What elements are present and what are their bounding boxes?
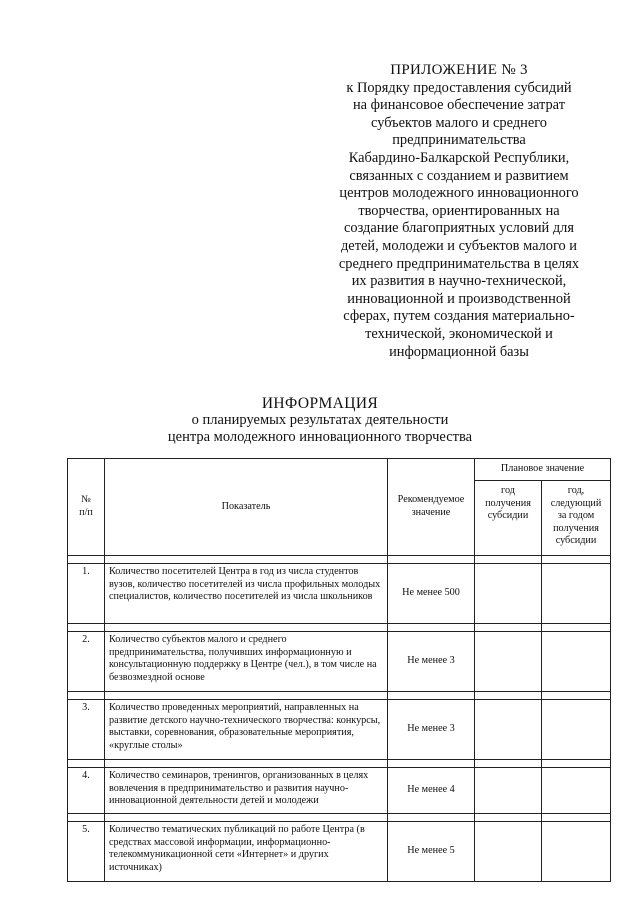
row-number: 1. bbox=[68, 564, 105, 624]
row-recommended: Не менее 5 bbox=[388, 822, 475, 882]
appendix-line: связанных с созданием и развитием bbox=[349, 167, 569, 184]
appendix-line: технической, экономической и bbox=[365, 325, 553, 342]
info-subtitle-line: центра молодежного инновационного творчества bbox=[167, 429, 473, 446]
header-planned: Плановое значение bbox=[475, 459, 611, 481]
appendix-line: создание благоприятных условий для bbox=[344, 220, 574, 237]
header-indicator: Показатель bbox=[105, 459, 388, 556]
appendix-title: ПРИЛОЖЕНИЕ № 3 bbox=[390, 62, 528, 78]
row-number: 5. bbox=[68, 822, 105, 882]
appendix-line: Кабардино-Балкарской Республики, bbox=[348, 149, 570, 166]
appendix-line: инновационной и производственной bbox=[347, 290, 571, 307]
appendix-line: информационной базы bbox=[389, 343, 529, 360]
appendix-line: среднего предпринимательства в целях bbox=[338, 255, 580, 272]
row-year-received bbox=[475, 822, 542, 882]
row-indicator: Количество тематических публикаций по работе Центра (в средствах массовой информации, информационно-телекоммуникационной сети «Интернет» и других источниках) bbox=[105, 822, 388, 882]
results-table bbox=[67, 458, 611, 882]
appendix-line: центров молодежного инновационного bbox=[339, 185, 579, 202]
appendix-block bbox=[318, 62, 600, 361]
appendix-line: субъектов малого и среднего bbox=[371, 114, 547, 131]
appendix-line: творчества, ориентированных на bbox=[358, 202, 560, 219]
row-indicator: Количество субъектов малого и среднего предпринимательства, получивших информационную и консультационную поддержку в Центре (чел.), в том числе на безвозмездной основе bbox=[105, 632, 388, 692]
row-year-received bbox=[475, 564, 542, 624]
row-number: 3. bbox=[68, 700, 105, 760]
header-year-received: год получения субсидии bbox=[475, 481, 542, 556]
row-recommended: Не менее 4 bbox=[388, 768, 475, 814]
row-year-next bbox=[542, 632, 611, 692]
row-year-received bbox=[475, 768, 542, 814]
row-year-next bbox=[542, 822, 611, 882]
header-year-next: год, следующий за годом получения субсидии bbox=[542, 481, 611, 556]
row-recommended: Не менее 3 bbox=[388, 632, 475, 692]
info-block bbox=[130, 395, 510, 447]
row-recommended: Не менее 500 bbox=[388, 564, 475, 624]
appendix-line: их развития в научно-технической, bbox=[351, 273, 567, 290]
row-year-next bbox=[542, 768, 611, 814]
header-recommended: Рекомендуемое значение bbox=[388, 459, 475, 556]
row-year-next bbox=[542, 564, 611, 624]
row-indicator: Количество семинаров, тренингов, организованных в целях вовлечения в предпринимательство и развития научно-инновационной деятельности детей и молодежи bbox=[105, 768, 388, 814]
table-row bbox=[68, 632, 611, 692]
header-num: № п/п bbox=[68, 459, 105, 556]
table-row bbox=[68, 768, 611, 814]
row-recommended: Не менее 3 bbox=[388, 700, 475, 760]
table-row bbox=[68, 700, 611, 760]
appendix-line: на финансовое обеспечение затрат bbox=[352, 97, 565, 114]
row-year-received bbox=[475, 700, 542, 760]
table-row bbox=[68, 564, 611, 624]
row-number: 4. bbox=[68, 768, 105, 814]
appendix-line: детей, молодежи и субъектов малого и bbox=[340, 237, 578, 254]
appendix-line: сферах, путем создания материально- bbox=[343, 308, 575, 325]
row-year-next bbox=[542, 700, 611, 760]
appendix-line: к Порядку предоставления субсидий bbox=[346, 79, 572, 96]
row-indicator: Количество посетителей Центра в год из числа студентов вузов, количество посетителей из числа профильных молодых специалистов, количество посетителей из числа школьников bbox=[105, 564, 388, 624]
table-row bbox=[68, 822, 611, 882]
row-year-received bbox=[475, 632, 542, 692]
row-indicator: Количество проведенных мероприятий, направленных на развитие детского научно-технического творчества: конкурсы, выставки, соревнования, образовательные мероприятия, «круглые столы» bbox=[105, 700, 388, 760]
appendix-line: предпринимательства bbox=[392, 132, 526, 149]
info-title: ИНФОРМАЦИЯ bbox=[261, 395, 379, 412]
row-number: 2. bbox=[68, 632, 105, 692]
info-subtitle-line: о планируемых результатах деятельности bbox=[191, 412, 449, 429]
